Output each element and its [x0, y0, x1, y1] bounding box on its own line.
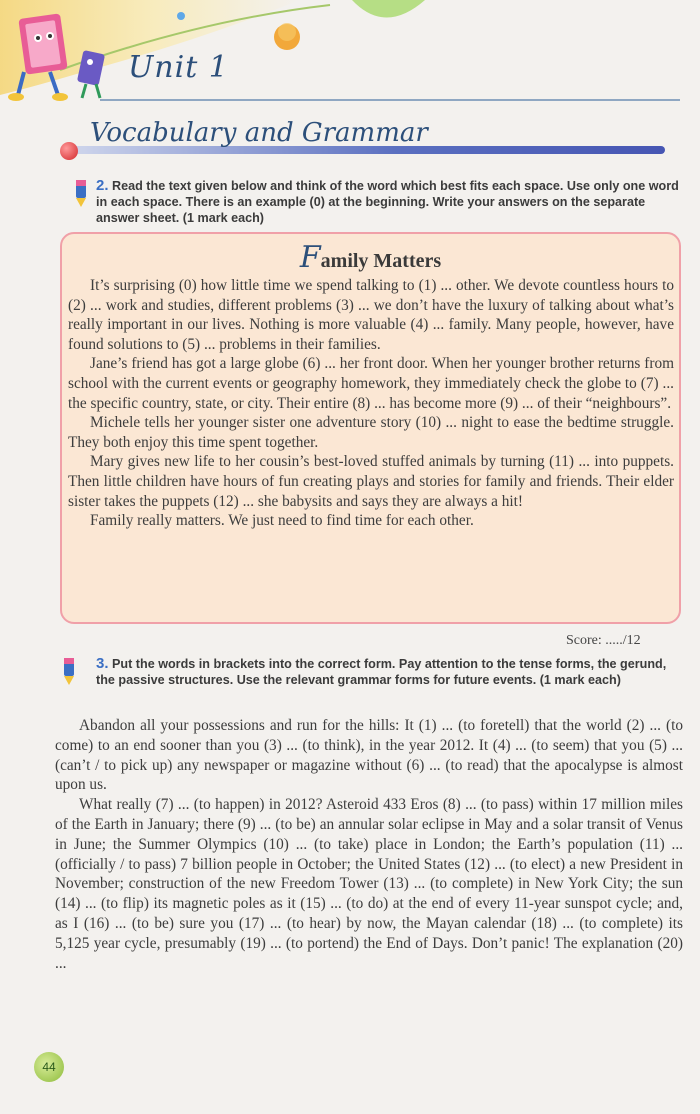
text-title: [60, 240, 681, 275]
section-title: Vocabulary and Grammar: [90, 118, 428, 148]
section-title-dot: [60, 142, 78, 160]
text-paragraph: Family really matters. We just need to find time for each other.: [90, 512, 474, 530]
task-3-text-body: [55, 716, 683, 973]
unit-title: Unit 1: [128, 50, 229, 85]
task-3-paragraph: What really (7) ... (to happen) in 2012? Asteroid 433 Eros (8) ... (to pass) within 17 million miles of the Earth in January; there (9) ... (to be) an annular solar eclipse in May and a solar transit of Venus in June; the Summer Olympics (10) ... (to take) place in London; the Earth’s population (11) ... (officially / to pass) 7 billion people in October; the United States (12) ... (to elect) a new President in November; construction of the new Freedom Tower (13) ... (to complete) in New York City; the sun (14) ... (to flip) its magnetic poles as it (15) ... (to do) at the end of every 11-year sunspot cycle; and, as I (16) ... (to be) sure you (17) ... (to hear) by now, the Mayan calendar (18) ... (to complete) its 5,125 year cycle, presumably (19) ... (to portend) the End of Days. Don’t panic! The explanation (20) ...: [55, 796, 683, 972]
page-number: 44: [34, 1052, 64, 1082]
task-3-number: 3.: [96, 655, 109, 672]
task-pencil-icon: [58, 656, 80, 686]
text-paragraph: Michele tells her younger sister one adventure story (10) ... night to ease the bedtime struggle. They both enjoy this time spent together.: [68, 414, 674, 451]
task-3-paragraph: Abandon all your possessions and run for the hills: It (1) ... (to foretell) that the world (2) ... (to come) to an end sooner than you (3) ... (to think), in the year 2012. It (4) ... (to seem) that you (5) ... (can’t / to pick up) any newspaper or magazine without (6) ... (to read) that the apocalypse is almost upon us.: [55, 717, 683, 794]
task-pencil-icon: [70, 178, 92, 208]
header-decoration: [0, 0, 700, 105]
reading-text: [68, 276, 674, 531]
score-line: Score: ...../12: [566, 633, 641, 648]
text-title-initial: F: [299, 240, 321, 275]
text-paragraph: Jane’s friend has got a large globe (6) ... her front door. When her younger brother returns from school with the current events or geography homework, they immediately check the globe to (7) ... the specific country, state, or city. Their entire (8) ... has become more (9) ... of their “neighbours”.: [68, 355, 674, 412]
task-2-text: Read the text given below and think of the word which best fits each space. Use only one word in each space. There is an example (0) at the beginning. Write your answers on the separate answer sheet. (1 mark each): [96, 179, 679, 225]
task-3-text: Put the words in brackets into the correct form. Pay attention to the tense forms, the gerund, the passive structures. Use the relevant grammar forms for future events. (1 mark each): [96, 657, 667, 687]
text-paragraph: It’s surprising (0) how little time we spend talking to (1) ... other. We devote countless hours to (2) ... work and studies, different problems (3) ... we don’t have the luxury of talking about what’s really important in our lives. Nothing is more valuable (4) ... family. Many people, however, have found solutions to (5) ... problems in their families.: [68, 277, 674, 353]
task-2-instruction: [96, 178, 688, 226]
text-title-rest: amily Matters: [320, 250, 442, 272]
text-paragraph: Mary gives new life to her cousin’s best-loved stuffed animals by turning (11) ... into puppets. Then little children have hours of fun creating plays and stories for family and friends. Their elder sister takes the puppets (12) ... she babysits and says they are always a hit!: [68, 453, 674, 510]
page-header: [0, 0, 700, 105]
task-2-number: 2.: [96, 177, 109, 194]
task-3-instruction: [96, 656, 688, 688]
header-rule: [100, 99, 680, 101]
